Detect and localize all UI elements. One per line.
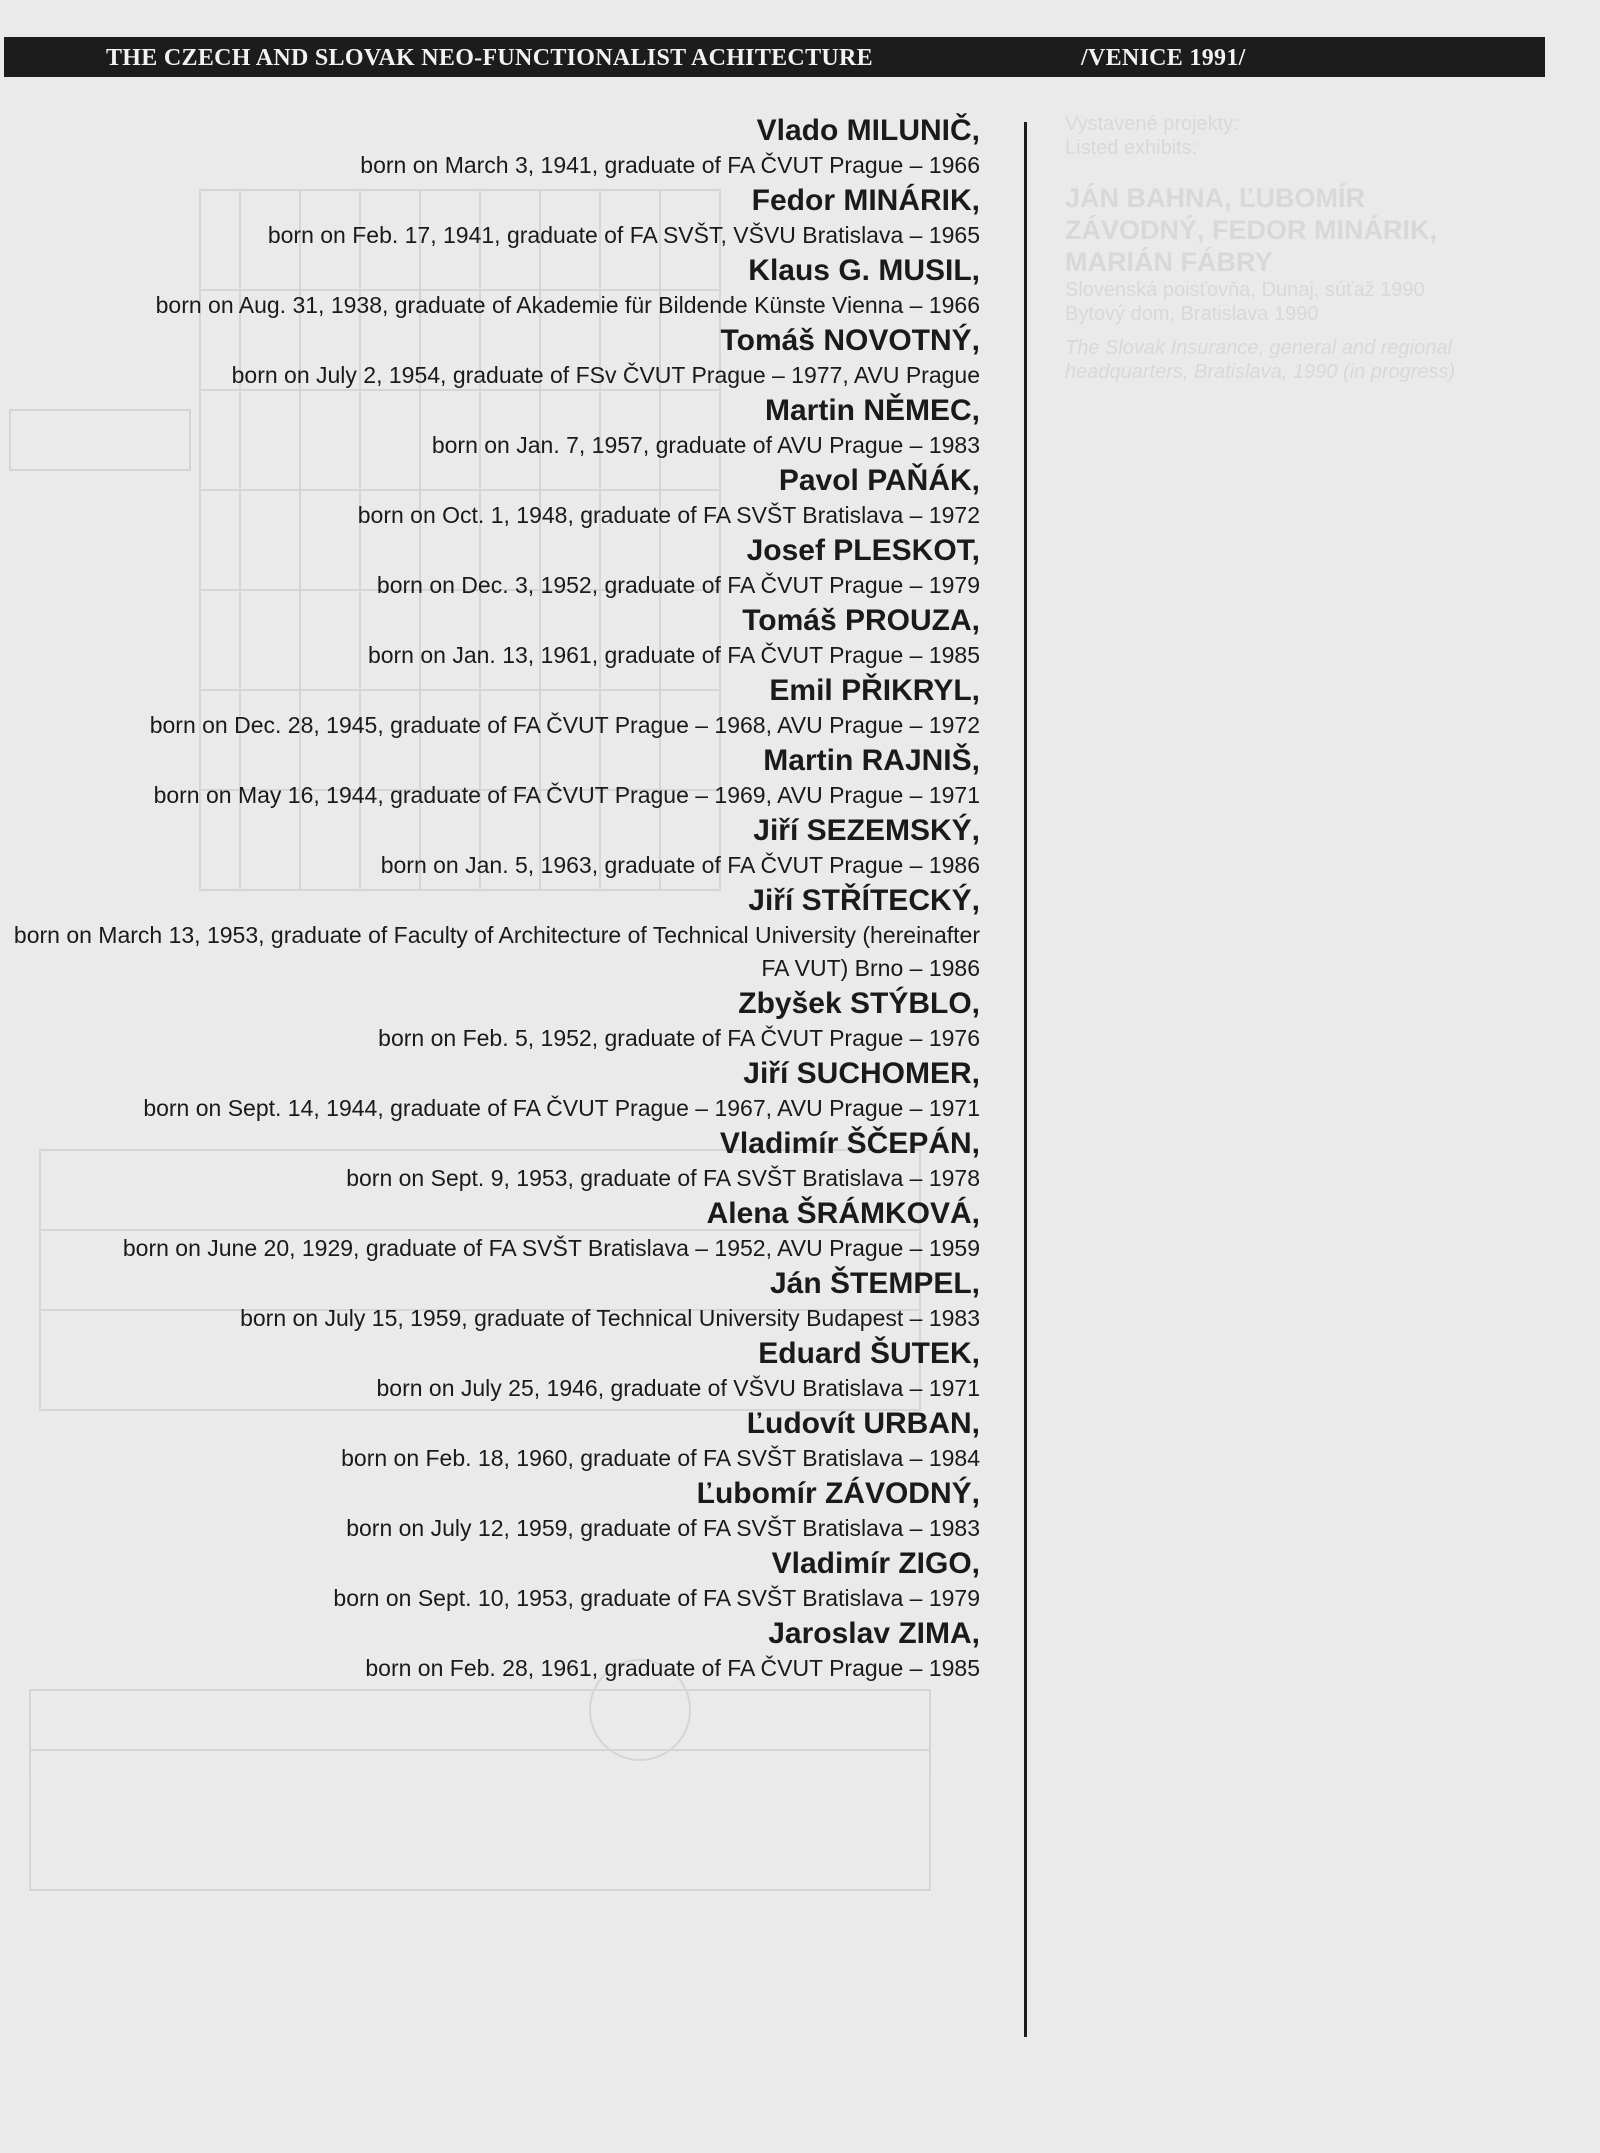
faded-italic: The Slovak Insurance, general and regional headquarters, Bratislava, 1990 (in progress) (1065, 337, 1456, 383)
architect-detail: born on Sept. 10, 1953, graduate of FA SVŠT Bratislava – 1979 (333, 1585, 980, 1611)
architect-detail: born on July 2, 1954, graduate of FSv ČVUT Prague – 1977, AVU Prague (231, 362, 980, 388)
faded-line-2: Listed exhibits: (1065, 137, 1198, 159)
header-title: THE CZECH AND SLOVAK NEO-FUNCTIONALIST ACHITECTURE (106, 45, 873, 71)
architect-name: Emil PŘIKRYL, (769, 674, 980, 707)
architect-detail: born on Oct. 1, 1948, graduate of FA SVŠT Bratislava – 1972 (357, 502, 980, 528)
architect-detail: born on Sept. 14, 1944, graduate of FA ČVUT Prague – 1967, AVU Prague – 1971 (143, 1095, 980, 1121)
architect-name: Vladimír ŠČEPÁN, (719, 1127, 980, 1160)
architect-name: Martin RAJNIŠ, (763, 744, 980, 777)
architect-detail: born on Jan. 13, 1961, graduate of FA ČVUT Prague – 1985 (367, 642, 980, 668)
architect-detail: born on March 3, 1941, graduate of FA ČVUT Prague – 1966 (360, 152, 980, 178)
architect-detail: born on Sept. 9, 1953, graduate of FA SVŠT Bratislava – 1978 (346, 1165, 980, 1191)
architect-detail: born on Aug. 31, 1938, graduate of Akademie für Bildende Künste Vienna – 1966 (155, 292, 980, 318)
header-edition: /VENICE 1991/ (1081, 45, 1246, 71)
architect-name: Zbyšek STÝBLO, (738, 987, 980, 1020)
architect-name: Fedor MINÁRIK, (751, 184, 980, 217)
architect-list (0, 112, 980, 1685)
architect-name: Vlado MILUNIČ, (756, 114, 980, 147)
architect-name: Jiří SUCHOMER, (743, 1057, 980, 1090)
architect-name: Alena ŠRÁMKOVÁ, (706, 1197, 980, 1230)
architect-name: Tomáš PROUZA, (742, 604, 980, 637)
architect-name: Ľudovít URBAN, (746, 1407, 980, 1440)
faded-line-1: Vystavené projekty: (1065, 113, 1239, 135)
architect-name: Martin NĚMEC, (764, 394, 980, 427)
architect-detail: born on Feb. 28, 1961, graduate of FA ČVUT Prague – 1985 (365, 1655, 980, 1681)
architect-name: Ján ŠTEMPEL, (769, 1267, 980, 1300)
architect-name: Jiří STŘÍTECKÝ, (748, 884, 980, 917)
architect-detail: born on Feb. 5, 1952, graduate of FA ČVUT Prague – 1976 (378, 1025, 980, 1051)
faded-detail-1: Slovenská poisťovňa, Dunaj, súťaž 1990 (1065, 279, 1425, 301)
column-divider (1024, 122, 1027, 2037)
architect-detail: born on Dec. 28, 1945, graduate of FA ČVUT Prague – 1968, AVU Prague – 1972 (149, 712, 980, 738)
architect-detail: born on May 16, 1944, graduate of FA ČVUT Prague – 1969, AVU Prague – 1971 (153, 782, 980, 808)
architect-detail: born on June 20, 1929, graduate of FA SVŠT Bratislava – 1952, AVU Prague – 1959 (122, 1235, 980, 1261)
faded-column (1065, 112, 1505, 384)
architect-detail: born on Dec. 3, 1952, graduate of FA ČVUT Prague – 1979 (376, 572, 980, 598)
architect-detail: born on July 15, 1959, graduate of Technical University Budapest – 1983 (240, 1305, 980, 1331)
header-bar (4, 37, 1545, 77)
faded-names: JÁN BAHNA, ĽUBOMÍR ZÁVODNÝ, FEDOR MINÁRIK, MARIÁN FÁBRY (1065, 183, 1438, 277)
architect-detail: born on March 13, 1953, graduate of Faculty of Architecture of Technical University (hereinafter FA VUT) Brno – 1986 (13, 922, 980, 981)
architect-detail: born on Jan. 7, 1957, graduate of AVU Prague – 1983 (431, 432, 980, 458)
architect-name: Pavol PAŇÁK, (778, 464, 980, 497)
architect-name: Eduard ŠUTEK, (758, 1337, 980, 1370)
architect-detail: born on Feb. 17, 1941, graduate of FA SVŠT, VŠVU Bratislava – 1965 (267, 222, 980, 248)
architect-name: Jiří SEZEMSKÝ, (753, 814, 980, 847)
architect-name: Jaroslav ZIMA, (768, 1617, 980, 1650)
faded-detail-2: Bytový dom, Bratislava 1990 (1065, 303, 1319, 325)
architect-detail: born on July 25, 1946, graduate of VŠVU Bratislava – 1971 (376, 1375, 980, 1401)
architect-name: Ľubomír ZÁVODNÝ, (696, 1477, 980, 1510)
architect-detail: born on Jan. 5, 1963, graduate of FA ČVUT Prague – 1986 (380, 852, 980, 878)
architect-name: Vladimír ZIGO, (771, 1547, 980, 1580)
architect-name: Klaus G. MUSIL, (748, 254, 980, 287)
architect-detail: born on Feb. 18, 1960, graduate of FA SVŠT Bratislava – 1984 (341, 1445, 980, 1471)
architect-detail: born on July 12, 1959, graduate of FA SVŠT Bratislava – 1983 (346, 1515, 980, 1541)
architect-name: Josef PLESKOT, (746, 534, 980, 567)
architect-name: Tomáš NOVOTNÝ, (720, 324, 980, 357)
